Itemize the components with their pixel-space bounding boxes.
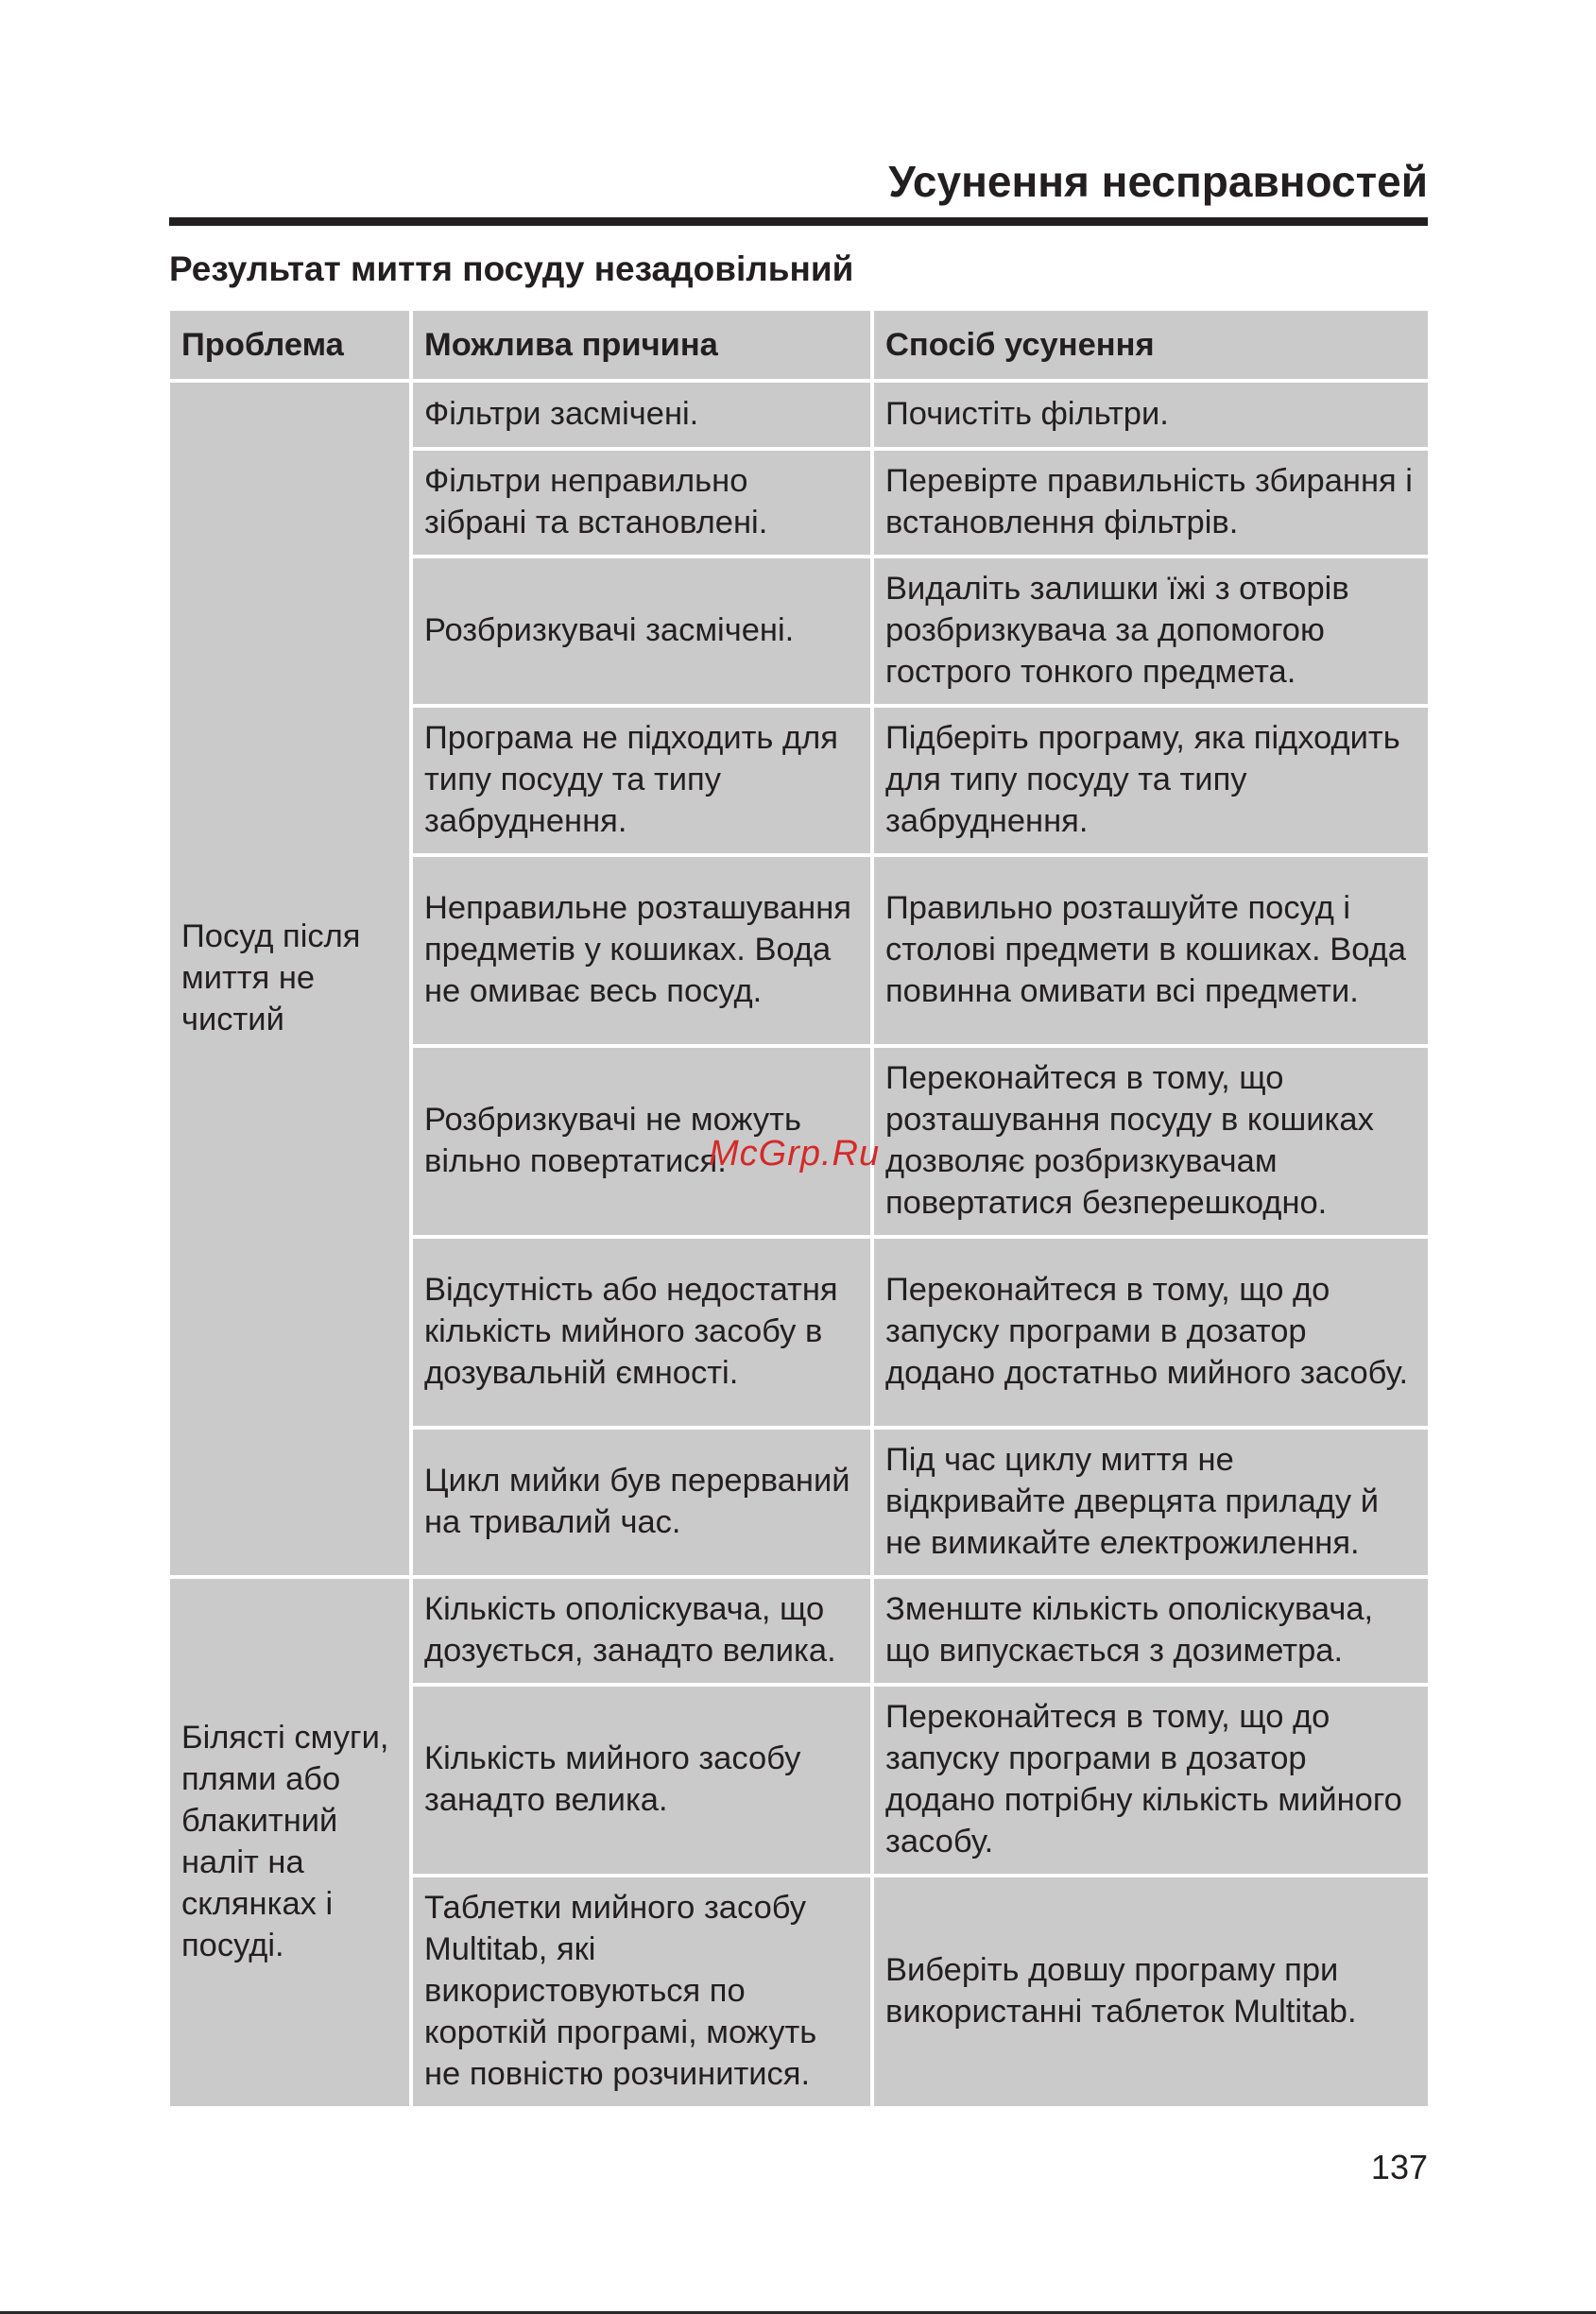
cause-cell: Розбризкувачі не можуть вільно повертатися. <box>413 1048 870 1235</box>
cause-cell: Кількість ополіскувача, що дозується, занадто велика. <box>413 1579 870 1683</box>
remedy-cell: Почистіть фільтри. <box>874 383 1428 447</box>
page-header-title: Усунення несправностей <box>888 157 1428 206</box>
cause-cell: Програма не підходить для типу посуду та типу забруднення. <box>413 708 870 853</box>
page-number: 137 <box>1370 2148 1428 2186</box>
remedy-cell: Переконайтеся в тому, що до запуску програми в дозатор додано потрібну кількість мийного засобу. <box>874 1687 1428 1874</box>
section-title: Результат миття посуду незадовільний <box>169 249 854 288</box>
cause-cell: Розбризкувачі засмічені. <box>413 558 870 704</box>
table-row <box>170 1579 1428 1683</box>
cause-cell: Фільтри неправильно зібрані та встановлені. <box>413 451 870 555</box>
problem-cell: Посуд після миття не чистий <box>170 383 409 1575</box>
remedy-cell: Виберіть довшу програму при використанні таблеток Multitab. <box>874 1877 1428 2106</box>
cause-cell: Неправильне розташування предметів у кошиках. Вода не омиває весь посуд. <box>413 857 870 1044</box>
column-header-remedy: Спосіб усунення <box>874 311 1428 379</box>
column-header-problem: Проблема <box>170 311 409 379</box>
problem-cell: Білясті смуги, плями або блакитний наліт на склянках і посуді. <box>170 1579 409 2106</box>
remedy-cell: Переконайтеся в тому, що розташування посуду в кошиках дозволяє розбризкувачам повертатися безперешкодно. <box>874 1048 1428 1235</box>
remedy-cell: Під час циклу миття не відкривайте дверцята приладу й не вимикайте електрожилення. <box>874 1430 1428 1575</box>
header-rule <box>169 217 1428 226</box>
cause-cell: Таблетки мийного засобу Multitab, які використовуються по короткій програмі, можуть не повністю розчинитися. <box>413 1877 870 2106</box>
table-row <box>170 383 1428 447</box>
remedy-cell: Зменште кількість ополіскувача, що випускається з дозиметра. <box>874 1579 1428 1683</box>
cause-cell: Фільтри засмічені. <box>413 383 870 447</box>
table-header-row <box>170 311 1428 379</box>
troubleshooting-table <box>166 307 1432 2110</box>
cause-cell: Цикл мийки був перерваний на тривалий час. <box>413 1430 870 1575</box>
watermark: McGrp.Ru <box>709 1134 881 1174</box>
remedy-cell: Видаліть залишки їжі з отворів розбризкувача за допомогою гострого тонкого предмета. <box>874 558 1428 704</box>
remedy-cell: Правильно розташуйте посуд і столові предмети в кошиках. Вода повинна омивати всі предмети. <box>874 857 1428 1044</box>
cause-cell: Відсутність або недостатня кількість мийного засобу в дозувальній ємності. <box>413 1239 870 1426</box>
remedy-cell: Переконайтеся в тому, що до запуску програми в дозатор додано достатньо мийного засобу. <box>874 1239 1428 1426</box>
remedy-cell: Перевірте правильність збирання і встановлення фільтрів. <box>874 451 1428 555</box>
cause-cell: Кількість мийного засобу занадто велика. <box>413 1687 870 1874</box>
remedy-cell: Підберіть програму, яка підходить для типу посуду та типу забруднення. <box>874 708 1428 853</box>
column-header-cause: Можлива причина <box>413 311 870 379</box>
